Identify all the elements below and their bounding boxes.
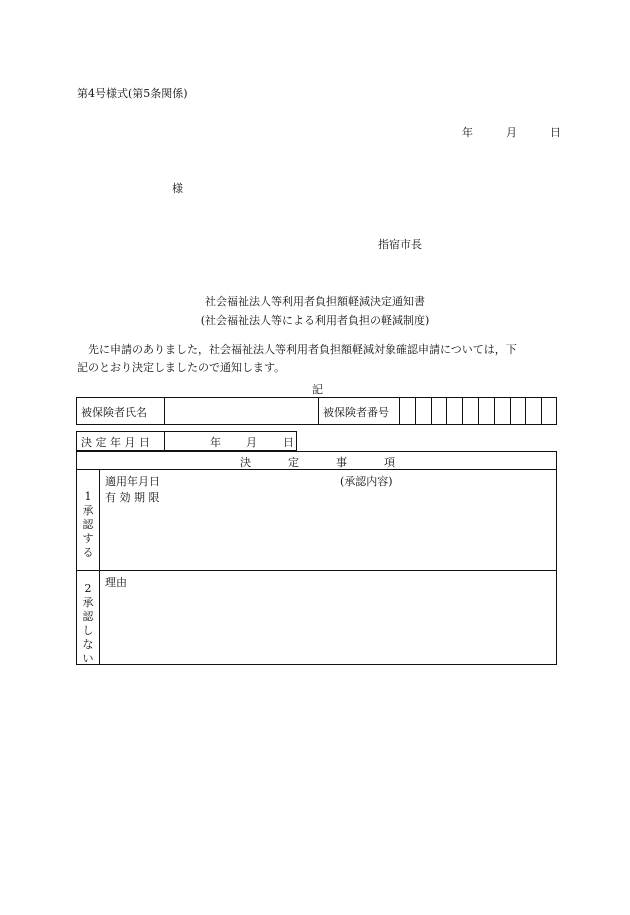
approval-content-field[interactable] bbox=[100, 470, 556, 570]
digit-box[interactable] bbox=[542, 398, 557, 424]
date-day: 日 bbox=[550, 126, 561, 139]
decision-header-4: 項 bbox=[384, 456, 395, 469]
digit-box[interactable] bbox=[479, 398, 494, 424]
digit-box[interactable] bbox=[416, 398, 431, 424]
issue-date bbox=[462, 124, 561, 140]
form-number: 第4号様式(第5条関係) bbox=[77, 87, 188, 100]
notice-paragraph bbox=[77, 341, 561, 377]
digit-box[interactable] bbox=[495, 398, 510, 424]
reason-field[interactable] bbox=[100, 571, 556, 664]
decision-date-label: 決 定 年 月 日 bbox=[81, 436, 150, 449]
reason-label: 理由 bbox=[105, 576, 127, 589]
insured-name-label: 被保険者氏名 bbox=[81, 406, 147, 419]
date-year: 年 bbox=[462, 126, 473, 139]
ki-label: 記 bbox=[312, 383, 323, 396]
apply-date-label: 適用年月日 bbox=[105, 475, 160, 488]
digit-box[interactable] bbox=[432, 398, 447, 424]
digit-box[interactable] bbox=[511, 398, 526, 424]
document-title: 社会福祉法人等利用者負担額軽減決定通知書 bbox=[205, 295, 425, 308]
digit-box[interactable] bbox=[400, 398, 415, 424]
approve-label: 1 承 認 す る bbox=[82, 490, 94, 559]
decision-date-year: 年 bbox=[210, 436, 221, 449]
insured-number-label: 被保険者番号 bbox=[323, 406, 389, 419]
digit-box[interactable] bbox=[463, 398, 478, 424]
decision-header-2: 定 bbox=[288, 456, 299, 469]
decision-date-day: 日 bbox=[283, 436, 294, 449]
validity-period-label: 有 効 期 限 bbox=[105, 491, 160, 504]
digit-box[interactable] bbox=[526, 398, 541, 424]
date-month: 月 bbox=[506, 126, 517, 139]
digit-box[interactable] bbox=[447, 398, 462, 424]
decision-header-1: 決 bbox=[240, 456, 251, 469]
decision-header-3: 事 bbox=[336, 456, 347, 469]
reject-label: 2 承 認 し な い bbox=[82, 582, 94, 665]
addressee-suffix: 様 bbox=[172, 182, 183, 195]
insured-name-field[interactable] bbox=[165, 398, 318, 424]
approval-content-note: (承認内容) bbox=[340, 475, 393, 488]
document-subtitle: (社会福祉法人等による利用者負担の軽減制度) bbox=[200, 314, 430, 327]
decision-date-month: 月 bbox=[246, 436, 257, 449]
issuer: 指宿市長 bbox=[378, 238, 422, 251]
notice-line-2: 記のとおり決定しましたので通知します。 bbox=[77, 361, 286, 374]
notice-line-1: 先に申請のありました，社会福祉法人等利用者負担額軽減対象確認申請については，下 bbox=[88, 343, 517, 356]
